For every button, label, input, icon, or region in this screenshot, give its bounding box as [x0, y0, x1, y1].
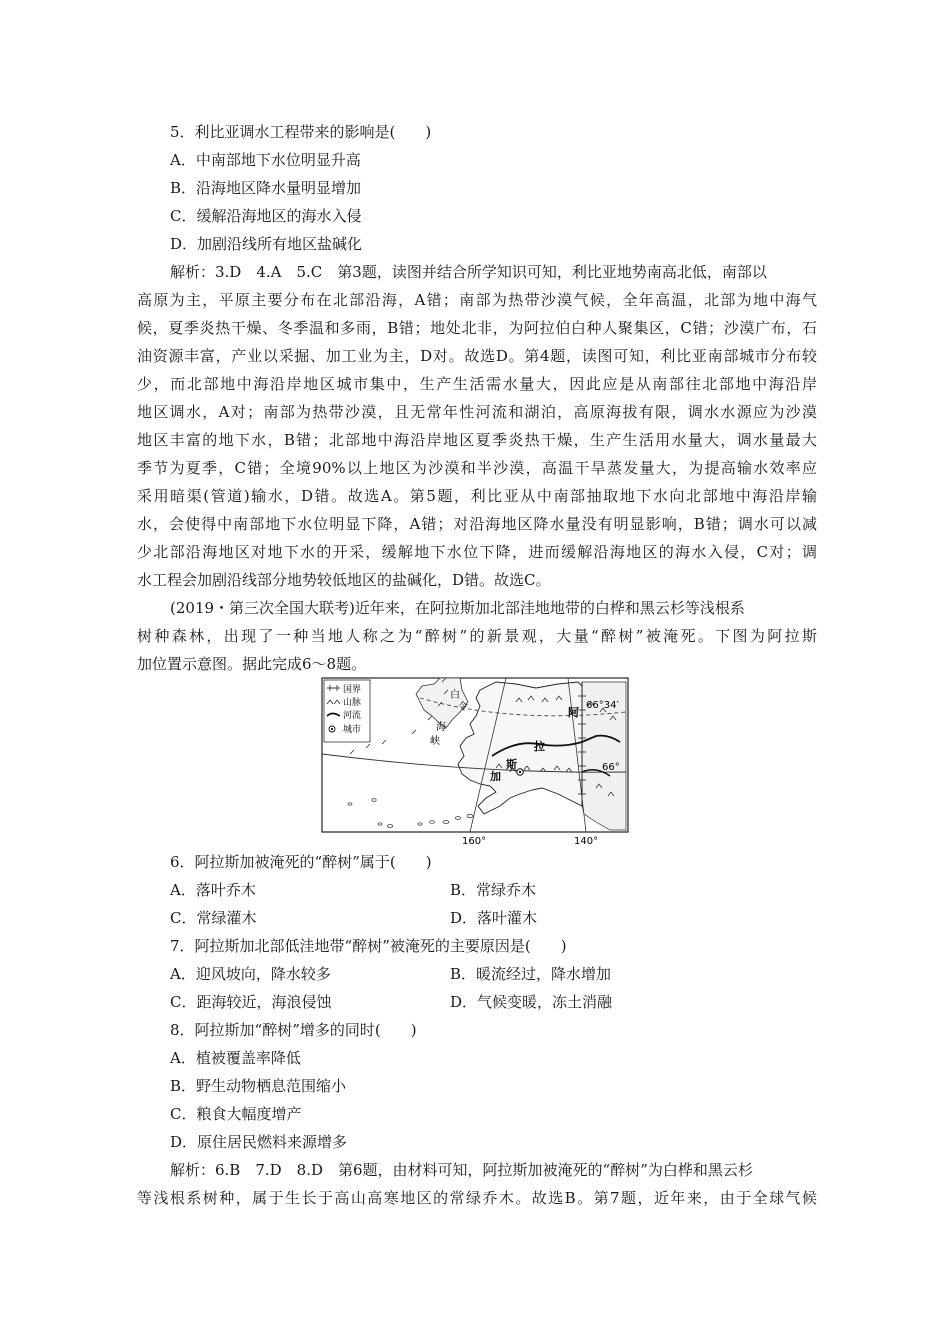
legend-city-label: 城市: [343, 725, 362, 735]
q8-option-c: C．粮食大幅度增产: [170, 1105, 302, 1123]
q6-option-b: B．常绿乔木: [450, 881, 537, 899]
analysis1-line: 地区调水，A对；南部为热带沙漠，且无常年性河流和湖泊，高原海拔有限，调水水源应为沙漠: [137, 403, 817, 421]
q7-option-a: A．迎风坡向，降水较多: [170, 965, 331, 983]
analysis1-line: 候，夏季炎热干燥、冬季温和多雨，B错；地处北非，为阿拉伯白种人聚集区，C错；沙漠广布，石: [137, 319, 817, 337]
q7-option-b: B．暖流经过，降水增加: [450, 965, 612, 983]
city-dot: [519, 771, 521, 773]
analysis1-line: 解析：3.D 4.A 5.C 第3题，读图并结合所学知识可知，利比亚地势南高北低，南部以: [170, 263, 767, 281]
lon-label-140: 140°: [574, 836, 599, 846]
legend-river-label: 河流: [343, 711, 362, 721]
strait-char: 海: [436, 722, 446, 733]
intro-line: 树种森林，出现了一种当地人称之为“醉树”的新景观，大量“醉树”被淹死。下图为阿拉斯: [137, 627, 817, 645]
place-char: 阿: [568, 706, 579, 719]
q8-stem: 8．阿拉斯加“醉树”增多的同时( ): [170, 1021, 417, 1039]
q8-option-a: A．植被覆盖率降低: [170, 1049, 301, 1067]
q5-option-a: A．中南部地下水位明显升高: [170, 151, 361, 169]
lon-label-160: 160°: [462, 836, 487, 846]
q7-option-c: C．距海较近，海浪侵蚀: [170, 993, 332, 1011]
legend-mountain-label: 山脉: [343, 698, 362, 708]
place-char: 拉: [534, 740, 545, 753]
analysis2-line: 解析：6.B 7.D 8.D 第6题，由材料可知，阿拉斯加被淹死的“醉树”为白桦和黑云杉: [170, 1161, 753, 1179]
analysis1-line: 采用暗渠(管道)输水，D错。故选A。第5题，利比亚从中南部抽取地下水向北部地中海沿岸输: [137, 487, 817, 505]
analysis1-line: 地区丰富的地下水，B错；北部地中海沿岸地区夏季炎热干燥，生产生活用水量大，调水量最大: [137, 431, 817, 449]
analysis1-line: 少，而北部地中海沿岸地区城市集中，生产生活需水量大，因此应是从南部往北部地中海沿岸: [137, 375, 817, 393]
analysis1-line: 水，会使得中南部地下水位明显下降，A错；对沿海地区降水量没有明显影响，B错；调水可以减: [137, 515, 817, 533]
q5-option-c: C．缓解沿海地区的海水入侵: [170, 207, 362, 225]
analysis1-line: 季节为夏季，C错；全境90%以上地区为沙漠和半沙漠，高温干旱蒸发量大，为提高输水效率应: [137, 459, 817, 477]
strait-char: 令: [458, 702, 468, 713]
q7-stem: 7．阿拉斯加北部低洼地带“醉树”被淹死的主要原因是( ): [170, 937, 567, 955]
strait-char: 峡: [430, 736, 440, 747]
q6-stem: 6．阿拉斯加被淹死的“醉树”属于( ): [170, 853, 432, 871]
analysis1-line: 油资源丰富，产业以采掘、加工业为主，D对。故选D。第4题，读图可知，利比亚南部城市分布较: [137, 347, 817, 365]
lat-label-66: 66°: [602, 762, 620, 773]
q6-option-c: C．常绿灌木: [170, 909, 257, 927]
q6-option-a: A．落叶乔木: [170, 881, 256, 899]
q6-option-d: D．落叶灌木: [450, 909, 538, 927]
intro-line: 加位置示意图。据此完成6～8题。: [137, 655, 367, 673]
q5-stem: 5．利比亚调水工程带来的影响是( ): [170, 123, 432, 141]
strait-char: 白: [450, 690, 460, 701]
q5-option-d: D．加剧沿线所有地区盐碱化: [170, 235, 363, 253]
q5-option-b: B．沿海地区降水量明显增加: [170, 179, 362, 197]
q7-option-d: D．气候变暖，冻土消融: [450, 993, 613, 1011]
analysis2-line: 等浅根系树种，属于生长于高山高寒地区的常绿乔木。故选B。第7题，近年来，由于全球气候: [137, 1189, 817, 1207]
analysis1-line: 水工程会加剧沿线部分地势较低地区的盐碱化，D错。故选C。: [137, 571, 551, 589]
place-char: 加: [490, 770, 501, 783]
legend-border-label: 国界: [343, 685, 362, 695]
intro-line: (2019・第三次全国大联考)近年来，在阿拉斯加北部洼地地带的白桦和黑云杉等浅根系: [170, 599, 745, 617]
alaska-location-map: [320, 676, 630, 846]
q8-option-d: D．原住居民燃料来源增多: [170, 1133, 348, 1151]
lat-label-arctic: 66°34′: [586, 700, 619, 711]
place-char: 斯: [506, 758, 517, 771]
analysis1-line: 少北部沿海地区对地下水的开采，缓解地下水位下降，进而缓解沿海地区的海水入侵，C对；调: [137, 543, 817, 561]
q8-option-b: B．野生动物栖息范围缩小: [170, 1077, 347, 1095]
analysis1-line: 高原为主，平原主要分布在北部沿海，A错；南部为热带沙漠气候，全年高温，北部为地中海气: [137, 291, 817, 309]
map-legend: [324, 680, 370, 742]
